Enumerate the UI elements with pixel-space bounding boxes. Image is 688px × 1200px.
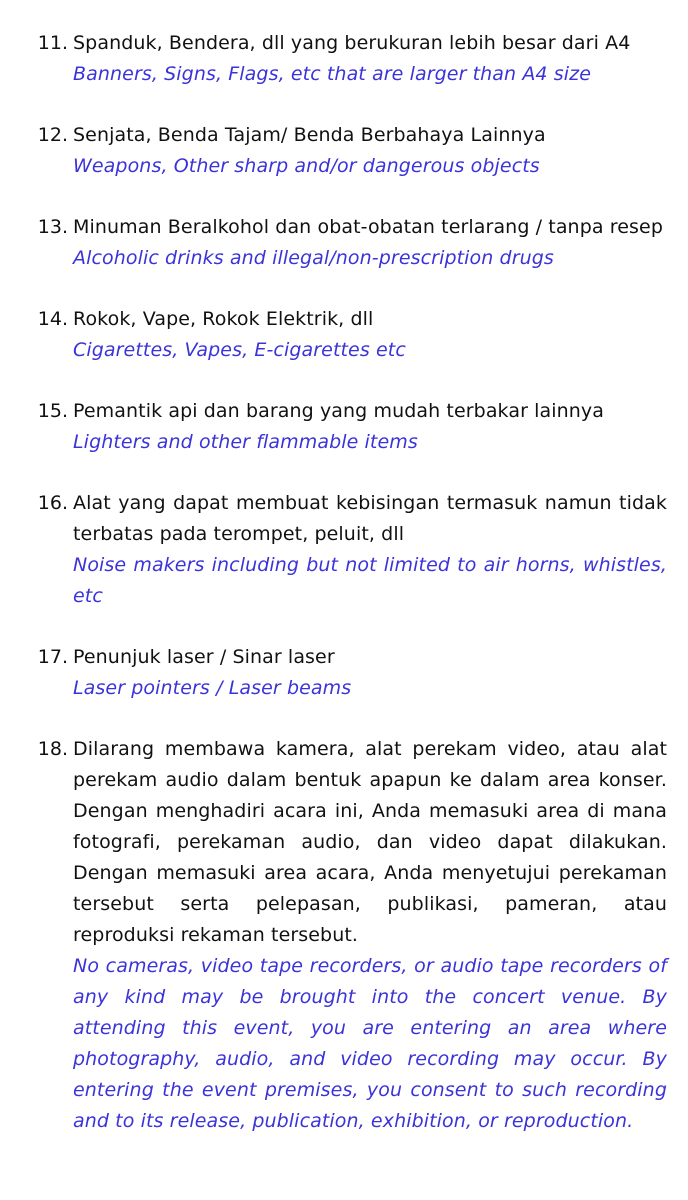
list-item	[0, 642, 688, 704]
list-item	[0, 734, 688, 1137]
item-text-english: Alcoholic drinks and illegal/non-prescription drugs	[73, 247, 554, 269]
item-text-english: Lighters and other flammable items	[73, 431, 418, 453]
item-number: 16.	[37, 492, 68, 514]
item-text-english: Laser pointers / Laser beams	[73, 677, 352, 699]
item-text-english: Banners, Signs, Flags, etc that are larger than A4 size	[73, 63, 591, 85]
item-text-english: Weapons, Other sharp and/or dangerous objects	[73, 155, 540, 177]
item-text-english: Cigarettes, Vapes, E-cigarettes etc	[73, 339, 406, 361]
item-text-indonesian: Spanduk, Bendera, dll yang berukuran lebih besar dari A4	[73, 32, 631, 54]
item-text-indonesian: Senjata, Benda Tajam/ Benda Berbahaya Lainnya	[73, 124, 546, 146]
list-item	[0, 304, 688, 366]
list-item	[0, 28, 688, 90]
item-number: 17.	[37, 646, 68, 668]
list-item	[0, 120, 688, 182]
item-number: 14.	[37, 308, 68, 330]
item-number: 11.	[37, 32, 68, 54]
item-number: 15.	[37, 400, 68, 422]
item-number: 18.	[37, 738, 68, 760]
item-text-indonesian: Rokok, Vape, Rokok Elektrik, dll	[73, 308, 374, 330]
list-item	[0, 396, 688, 458]
item-text-indonesian: Alat yang dapat membuat kebisingan termasuk namun tidak terbatas pada terompet, peluit, dll	[73, 492, 667, 545]
item-text-indonesian: Dilarang membawa kamera, alat perekam video, atau alat perekam audio dalam bentuk apapun ke dalam area konser. Dengan menghadiri acara ini, Anda memasuki area di mana fotografi, perekaman audio, dan video dapat dilakukan. Dengan memasuki area acara, Anda menyetujui perekaman tersebut serta pelepasan, publikasi, pameran, atau reproduksi rekaman tersebut.	[73, 738, 667, 946]
item-text-indonesian: Minuman Beralkohol dan obat-obatan terlarang / tanpa resep	[73, 216, 663, 238]
item-text-indonesian: Pemantik api dan barang yang mudah terbakar lainnya	[73, 400, 604, 422]
list-item	[0, 488, 688, 612]
item-number: 13.	[37, 216, 68, 238]
item-number: 12.	[37, 124, 68, 146]
item-text-english: No cameras, video tape recorders, or audio tape recorders of any kind may be brought into the concert venue. By attending this event, you are entering an area where photography, audio, and video recording may occur. By entering the event premises, you consent to such recording and to its release, publication, exhibition, or reproduction.	[73, 955, 667, 1132]
prohibited-items-list	[0, 28, 688, 1167]
item-text-english: Noise makers including but not limited to air horns, whistles, etc	[73, 554, 667, 607]
list-item	[0, 212, 688, 274]
item-text-indonesian: Penunjuk laser / Sinar laser	[73, 646, 335, 668]
